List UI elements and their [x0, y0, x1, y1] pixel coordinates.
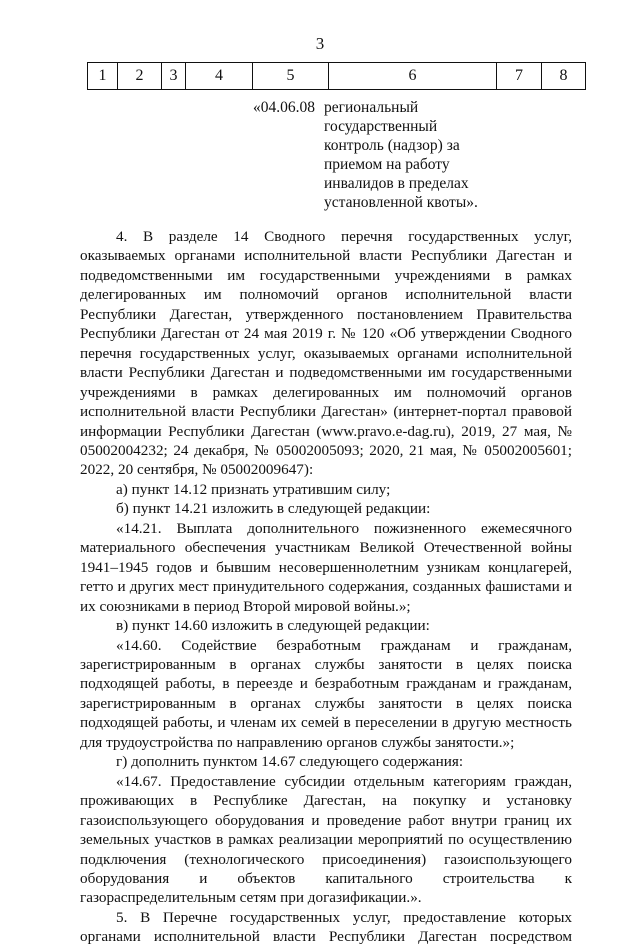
column-number-cell: 3 — [162, 63, 186, 90]
column-number-cell: 8 — [542, 63, 586, 90]
quoted-item-14-60: «14.60. Содействие безработным гражданам и гражданам, зарегистрированным в органах службы занятости в целях поиска подходящей работы, в переезде и безработным гражданам и гражданам, зарегистрированным в органах службы занятости в целях поиска подходящей работы, и членам их семей в переселении в другую местность для трудоустройства по направлению органов службы занятости.»; — [80, 636, 572, 751]
table-row-text: региональный государственный контроль (надзор) за приемом на работу инвалидов в пределах установленной квоты». — [324, 99, 478, 211]
quoted-item-14-67: «14.67. Предоставление субсидии отдельным категориям граждан, проживающих в Республике Дагестан, на покупку и установку газоиспользующего оборудования и проведение работ внутри границ их земельных участков в рамках реализации мероприятий по осуществлению подключения (технологического присоединения) газоиспользующего оборудования и объектов капитального строительства к газораспределительным сетям при догазификации.». — [80, 772, 572, 907]
column-number-cell: 7 — [497, 63, 542, 90]
page-number: 3 — [315, 34, 325, 53]
table-row-code: «04.06.08 — [253, 99, 315, 116]
subitem-v: в) пункт 14.60 изложить в следующей редакции: — [116, 617, 430, 635]
column-number-cell: 2 — [118, 63, 162, 90]
column-number-cell: 5 — [253, 63, 329, 90]
column-number-cell: 4 — [186, 63, 253, 90]
column-number-table — [87, 62, 586, 90]
subitem-g: г) дополнить пунктом 14.67 следующего содержания: — [116, 753, 464, 771]
quoted-item-14-21: «14.21. Выплата дополнительного пожизненного ежемесячного материального обеспечения участникам Великой Отечественной войны 1941–1945 годов и бывшим несовершеннолетним узникам концлагерей, гетто и других мест принудительного содержания, созданных фашистами и их союзниками в период Второй мировой войны.»; — [80, 519, 572, 615]
subitem-b: б) пункт 14.21 изложить в следующей редакции: — [116, 500, 431, 518]
paragraph-item-4: 4. В разделе 14 Сводного перечня государственных услуг, оказываемых органами исполнительной власти Республики Дагестан и подведомственными им государственными учреждениями в рамках делегированных им полномочий органов исполнительной власти Республики Дагестан, утвержденного постановлением Правительства Республики Дагестан от 24 мая 2019 г. № 120 «Об утверждении Сводного перечня государственных услуг, оказываемых органами исполнительной власти Республики Дагестан и подведомственными им государственными учреждениями в рамках делегированных им полномочий органов исполнительной власти Республики Дагестан» (интернет-портал правовой информации Республики Дагестан (www.pravo.e-dag.ru), 2019, 27 мая, № 05002004232; 24 декабря, № 05002005093; 2020, 21 мая, № 05002005601; 2022, 20 сентября, № 05002009647): — [80, 228, 572, 479]
column-number-cell: 1 — [88, 63, 118, 90]
subitem-a: а) пункт 14.12 признать утратившим силу; — [116, 480, 391, 498]
column-number-cell: 6 — [329, 63, 497, 90]
document-body — [80, 227, 572, 947]
column-number-row — [88, 63, 586, 90]
paragraph-item-5: 5. В Перечне государственных услуг, предоставление которых органами исполнительной власти Республики Дагестан посредством — [80, 908, 572, 946]
